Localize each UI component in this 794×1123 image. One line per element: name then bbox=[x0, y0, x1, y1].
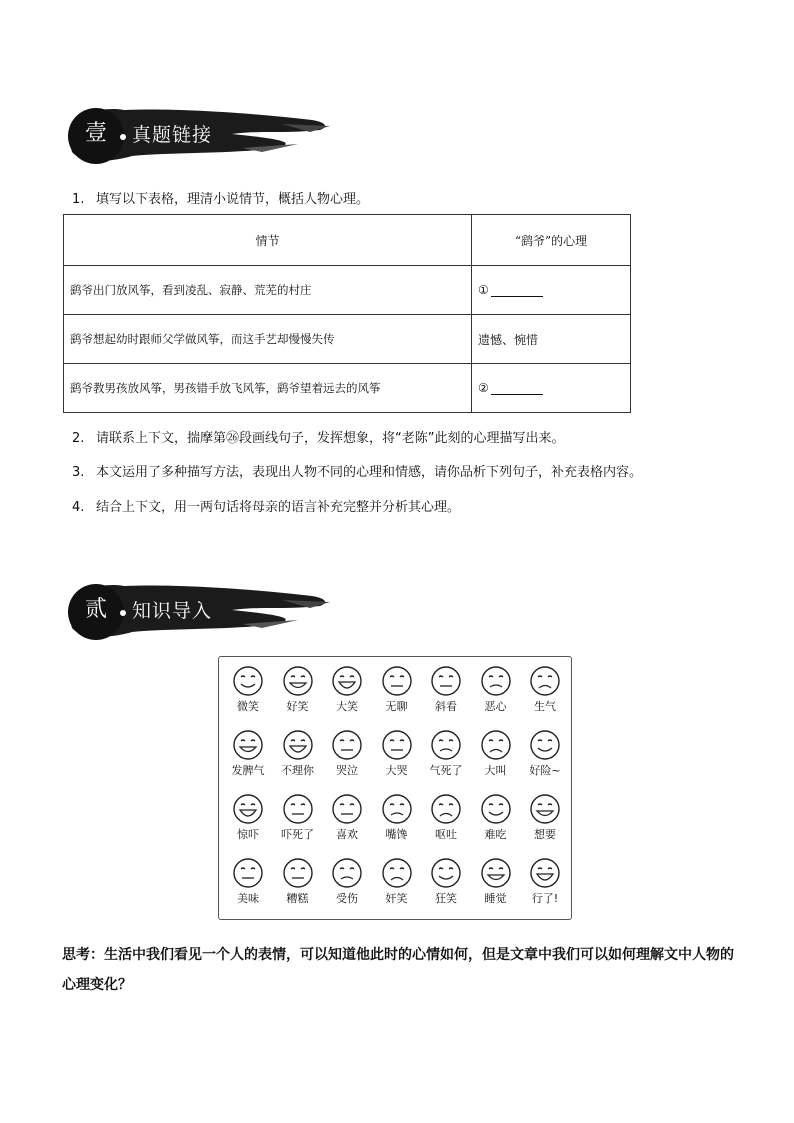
table-cell-plot: 鹞爷想起幼时跟师父学做风筝，而这手艺却慢慢失传 bbox=[64, 315, 472, 364]
think-prompt bbox=[62, 940, 734, 1000]
emoticon-face bbox=[322, 793, 372, 842]
emoticon-face bbox=[471, 857, 521, 906]
emoticon-label: 恶心 bbox=[484, 700, 507, 713]
face-icon bbox=[331, 665, 363, 697]
table-row bbox=[64, 266, 631, 315]
face-icon bbox=[331, 793, 363, 825]
face-icon bbox=[480, 857, 512, 889]
emoticon-label: 发脾气 bbox=[231, 764, 265, 777]
emoticon-label: 无聊 bbox=[385, 700, 408, 713]
answer-blank[interactable] bbox=[491, 284, 543, 297]
emoticon-face bbox=[322, 665, 372, 714]
emoticon-face bbox=[520, 665, 570, 714]
face-icon bbox=[430, 729, 462, 761]
emoticon-face bbox=[471, 729, 521, 778]
face-icon bbox=[331, 729, 363, 761]
emoticon-label: 嘴馋 bbox=[385, 828, 408, 841]
face-icon bbox=[381, 729, 413, 761]
emoticon-face bbox=[372, 729, 422, 778]
emoticon-face bbox=[223, 729, 273, 778]
emoticon-face bbox=[520, 857, 570, 906]
question-2: 2. 请联系上下文，揣摩第㉖段画线句子，发挥想象，将“老陈”此刻的心理描写出来。 bbox=[72, 431, 565, 446]
emoticon-label: 气死了 bbox=[429, 764, 463, 777]
table-cell-plot: 鹞爷出门放风筝，看到凌乱、寂静、荒芜的村庄 bbox=[64, 266, 472, 315]
face-icon bbox=[282, 665, 314, 697]
emoticon-face bbox=[223, 857, 273, 906]
emoticon-face bbox=[520, 729, 570, 778]
face-icon bbox=[529, 857, 561, 889]
emoticon-face bbox=[372, 665, 422, 714]
emoticon-label: 美味 bbox=[237, 892, 259, 905]
emoticon-label: 吓死了 bbox=[281, 828, 314, 841]
table-header-plot: 情节 bbox=[64, 215, 472, 266]
face-icon bbox=[480, 729, 512, 761]
emoticon-label: 呕吐 bbox=[435, 828, 457, 841]
question-4: 4. 结合上下文，用一两句话将母亲的语言补充完整并分析其心理。 bbox=[72, 500, 461, 515]
emoticon-label: 微笑 bbox=[237, 700, 259, 713]
table-row bbox=[64, 315, 631, 364]
emoticon-face bbox=[421, 665, 471, 714]
face-icon bbox=[381, 857, 413, 889]
emoticon-label: 斜看 bbox=[435, 700, 457, 713]
bullet-dot bbox=[120, 610, 126, 616]
question-3: 3. 本文运用了多种描写方法，表现出人物不同的心理和情感，请你品析下列句子，补充表格内容。 bbox=[72, 465, 643, 480]
emoticon-face bbox=[322, 729, 372, 778]
emoticon-chart bbox=[218, 656, 572, 920]
face-icon bbox=[282, 857, 314, 889]
face-icon bbox=[232, 729, 264, 761]
section-number: 壹 bbox=[84, 121, 107, 146]
face-icon bbox=[232, 665, 264, 697]
emoticon-label: 生气 bbox=[534, 700, 556, 713]
emoticon-label: 不理你 bbox=[281, 764, 314, 777]
face-icon bbox=[430, 665, 462, 697]
emoticon-label: 行了! bbox=[531, 892, 559, 905]
emoticon-label: 大叫 bbox=[484, 764, 507, 777]
section-title: 真题链接 bbox=[132, 124, 213, 146]
emoticon-label: 糟糕 bbox=[286, 892, 309, 905]
emoticon-face bbox=[421, 857, 471, 906]
think-text: 生活中我们看见一个人的表情，可以知道他此时的心情如何，但是文章中我们可以如何理解文中人物的心理变化？ bbox=[62, 947, 734, 993]
answer-blank[interactable] bbox=[491, 382, 543, 395]
emoticon-face bbox=[520, 793, 570, 842]
emoticon-label: 好笑 bbox=[286, 700, 309, 713]
think-label: 思考： bbox=[62, 947, 104, 963]
section-number: 贰 bbox=[84, 597, 107, 622]
table-cell-mind: 遗憾、惋惜 bbox=[472, 315, 631, 364]
emoticon-face bbox=[421, 729, 471, 778]
table-cell-mind[interactable]: ② bbox=[472, 364, 631, 413]
face-icon bbox=[529, 665, 561, 697]
face-icon bbox=[430, 857, 462, 889]
emoticon-label: 惊吓 bbox=[237, 828, 259, 841]
emoticon-face bbox=[372, 793, 422, 842]
table-header-row bbox=[64, 215, 631, 266]
section-title: 知识导入 bbox=[132, 600, 213, 622]
emoticon-face bbox=[322, 857, 372, 906]
table-cell-mind[interactable]: ① bbox=[472, 266, 631, 315]
face-icon bbox=[381, 665, 413, 697]
face-icon bbox=[381, 793, 413, 825]
section-banner-2 bbox=[62, 580, 332, 642]
emoticon-label: 哭泣 bbox=[336, 764, 358, 777]
emoticon-label: 受伤 bbox=[336, 892, 358, 905]
face-icon bbox=[232, 793, 264, 825]
face-icon bbox=[529, 729, 561, 761]
table-cell-plot: 鹞爷教男孩放风筝，男孩错手放飞风筝，鹞爷望着远去的风筝 bbox=[64, 364, 472, 413]
face-icon bbox=[282, 729, 314, 761]
plot-table bbox=[63, 214, 631, 413]
emoticon-label: 睡觉 bbox=[484, 892, 507, 905]
emoticon-face bbox=[471, 665, 521, 714]
emoticon-label: 想要 bbox=[534, 828, 556, 841]
emoticon-face bbox=[471, 793, 521, 842]
emoticon-face bbox=[223, 665, 273, 714]
emoticon-label: 好险~ bbox=[529, 764, 561, 777]
table-header-mind: “鹞爷”的心理 bbox=[472, 215, 631, 266]
face-icon bbox=[480, 793, 512, 825]
emoticon-label: 大笑 bbox=[336, 700, 358, 713]
emoticon-face bbox=[273, 665, 323, 714]
emoticon-face bbox=[273, 793, 323, 842]
face-icon bbox=[282, 793, 314, 825]
face-icon bbox=[232, 857, 264, 889]
emoticon-label: 大哭 bbox=[385, 764, 408, 777]
face-icon bbox=[430, 793, 462, 825]
emoticon-label: 狂笑 bbox=[435, 892, 457, 905]
face-icon bbox=[529, 793, 561, 825]
emoticon-face bbox=[372, 857, 422, 906]
emoticon-face bbox=[273, 857, 323, 906]
emoticon-label: 难吃 bbox=[484, 828, 507, 841]
emoticon-label: 奸笑 bbox=[385, 892, 408, 905]
emoticon-face bbox=[273, 729, 323, 778]
emoticon-label: 喜欢 bbox=[336, 828, 358, 841]
section-banner-1 bbox=[62, 104, 332, 166]
table-row bbox=[64, 364, 631, 413]
emoticon-face bbox=[421, 793, 471, 842]
question-1: 1. 填写以下表格，理清小说情节，概括人物心理。 bbox=[72, 192, 370, 207]
face-icon bbox=[331, 857, 363, 889]
face-icon bbox=[480, 665, 512, 697]
bullet-dot bbox=[120, 134, 126, 140]
emoticon-face bbox=[223, 793, 273, 842]
